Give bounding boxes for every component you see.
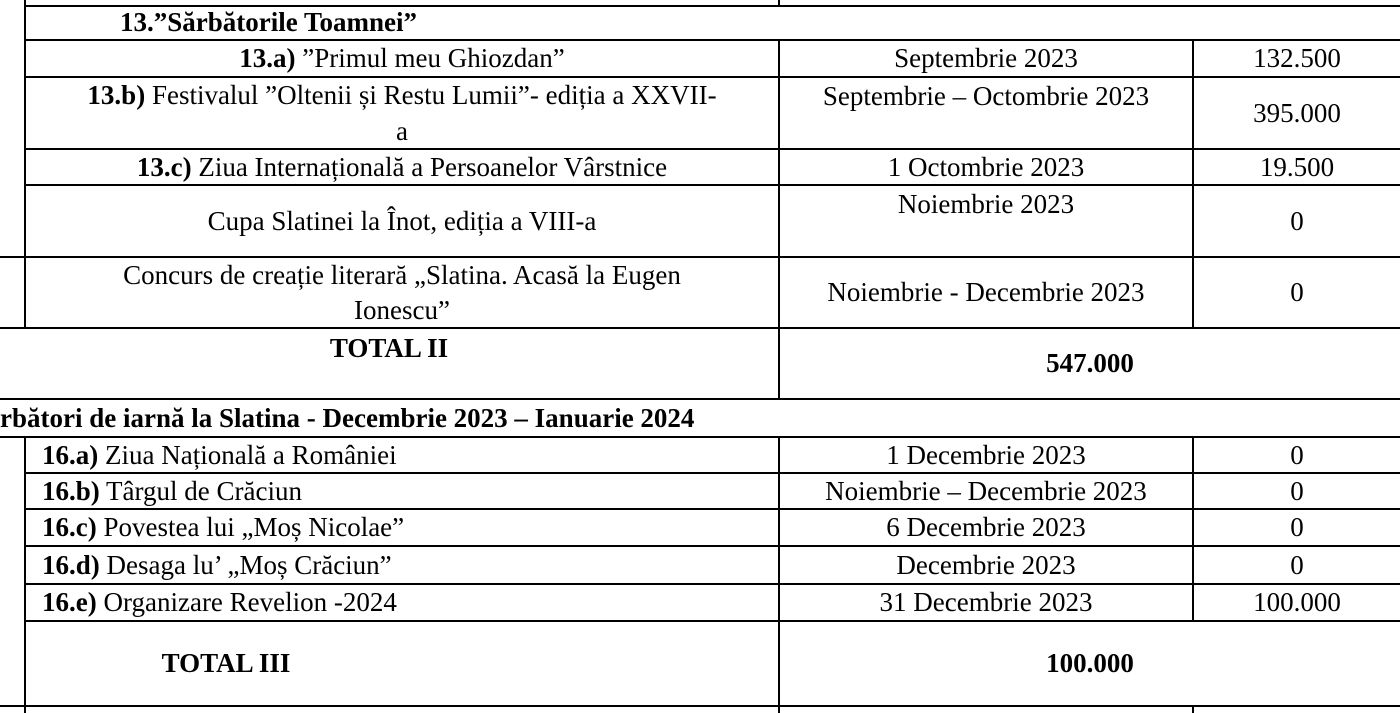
event-code: 13.c) <box>136 151 192 182</box>
table-row-13a-name <box>26 41 778 77</box>
table-row-13c-name <box>26 150 778 185</box>
section-16-title <box>0 400 800 437</box>
total-ii-label <box>0 329 778 369</box>
table-row-16e-period <box>780 585 1192 621</box>
event-amount: 132.500 <box>1253 43 1341 74</box>
total-value: 547.000 <box>1046 348 1134 379</box>
total-iii-label <box>26 622 426 706</box>
table-row-16d-name <box>42 547 778 584</box>
event-period: 1 Octombrie 2023 <box>887 151 1085 182</box>
event-period: 31 Decembrie 2023 <box>879 587 1093 618</box>
table-row-13c-period <box>780 150 1192 185</box>
total-iii-value <box>780 622 1400 706</box>
table-row-13b-amount <box>1194 78 1400 149</box>
event-amount: 0 <box>1290 512 1304 543</box>
event-period: 6 Decembrie 2023 <box>886 512 1086 543</box>
event-amount: 0 <box>1290 439 1304 470</box>
event-period: Decembrie 2023 <box>896 549 1076 580</box>
table-row-16b-amount <box>1194 474 1400 509</box>
event-name <box>137 150 667 185</box>
event-name <box>42 474 302 509</box>
section-13-title-text: 13.”Sărbătorile Toamnei” <box>120 7 418 38</box>
table-row-13b-period <box>780 78 1192 116</box>
table-row-16b-period <box>780 474 1192 509</box>
table-row-16c-amount <box>1194 510 1400 546</box>
table-row-16c-name <box>42 510 778 546</box>
table-row-16d-period <box>780 547 1192 584</box>
event-name <box>239 41 564 76</box>
table-row-cupa-name <box>26 186 778 257</box>
table-row-16a-amount <box>1194 438 1400 473</box>
table-row-13a-period <box>780 41 1192 77</box>
event-name-text: ”Primul meu Ghiozdan” <box>295 43 565 74</box>
event-name-text: Târgul de Crăciun <box>99 475 302 506</box>
event-name-text: Ziua Națională a României <box>98 439 397 470</box>
table-row-16a-period <box>780 438 1192 473</box>
event-period: Noiembrie - Decembrie 2023 <box>827 277 1145 308</box>
table-row-concurs-name <box>26 258 778 328</box>
table-row-16b-name <box>42 474 778 509</box>
event-period: Noiembrie – Decembrie 2023 <box>825 475 1147 506</box>
table-row-cupa-amount <box>1194 186 1400 257</box>
table-row-concurs-period <box>780 258 1192 328</box>
event-name-line1: Concurs de creație literară „Slatina. Acasă la Eugen <box>123 259 681 290</box>
event-name <box>42 510 404 545</box>
event-amount: 0 <box>1290 549 1304 580</box>
event-name-text: Festivalul ”Oltenii și Restu Lumii”- ediția a XXVII- <box>145 80 717 111</box>
event-period: Noiembrie 2023 <box>897 189 1075 220</box>
event-period: Septembrie – Octombrie 2023 <box>822 81 1150 112</box>
event-name <box>42 438 397 473</box>
event-code: 16.d) <box>42 549 100 580</box>
event-name-line2: Ionescu” <box>354 295 450 325</box>
table-row-13b-name <box>26 78 778 149</box>
event-period: Septembrie 2023 <box>894 43 1078 74</box>
event-name <box>42 548 392 583</box>
table-row-13c-amount <box>1194 150 1400 185</box>
event-code: 16.a) <box>42 439 99 470</box>
table-row-16c-period <box>780 510 1192 546</box>
event-amount: 0 <box>1290 475 1304 506</box>
event-name-line2: a <box>396 115 408 146</box>
event-name-text: Ziua Internațională a Persoanelor Vârstnice <box>191 151 668 182</box>
event-code: 13.a) <box>239 43 296 74</box>
event-name-text: Organizare Revelion -2024 <box>96 587 397 618</box>
event-name-text: Povestea lui „Moș Nicolae” <box>96 512 405 543</box>
event-amount: 395.000 <box>1253 97 1341 128</box>
event-name <box>87 78 716 148</box>
section-13-title <box>120 6 770 40</box>
table-row-concurs-amount <box>1194 258 1400 328</box>
section-16-title-text: rbători de iarnă la Slatina - Decembrie 2023 – Ianuarie 2024 <box>0 402 695 433</box>
total-label: TOTAL II <box>329 333 449 364</box>
event-name-text: Cupa Slatinei la Înot, ediția a VIII-a <box>207 205 597 236</box>
table-row-16d-amount <box>1194 547 1400 584</box>
event-code: 13.b) <box>87 80 146 111</box>
column-border <box>1192 706 1194 713</box>
event-amount: 0 <box>1290 205 1304 236</box>
event-name <box>42 585 397 620</box>
event-code: 16.c) <box>42 512 97 543</box>
event-amount: 100.000 <box>1253 587 1341 618</box>
total-ii-value <box>780 329 1400 399</box>
event-period: 1 Decembrie 2023 <box>886 439 1086 470</box>
total-value: 100.000 <box>1046 648 1134 679</box>
event-code: 16.b) <box>42 475 100 506</box>
event-amount: 19.500 <box>1259 151 1335 182</box>
column-border <box>778 0 780 6</box>
table-row-16a-name <box>42 438 778 473</box>
event-code: 16.e) <box>42 587 97 618</box>
table-row-16e-name <box>42 585 778 621</box>
table-row-cupa-period <box>780 186 1192 224</box>
event-name-line1 <box>87 78 716 113</box>
table-row-13a-amount <box>1194 41 1400 77</box>
event-name <box>123 258 681 328</box>
table-row-16e-amount <box>1194 585 1400 621</box>
event-name-text: Desaga lu’ „Moș Crăciun” <box>99 549 392 580</box>
total-label: TOTAL III <box>161 648 291 679</box>
event-amount: 0 <box>1290 277 1304 308</box>
